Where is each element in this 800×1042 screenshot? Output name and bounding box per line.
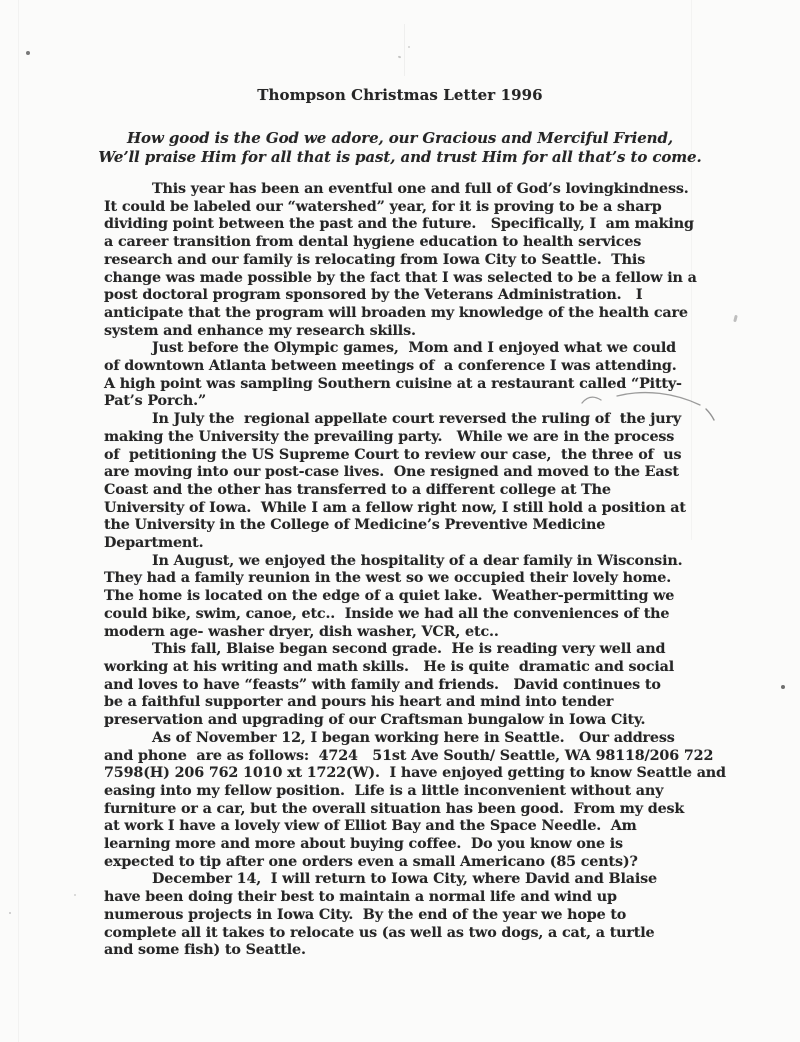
letter-line: Coast and the other has transferred to a different college at The	[104, 481, 611, 498]
scan-speck	[26, 51, 30, 55]
epigraph	[0, 129, 800, 166]
scan-speck	[781, 685, 785, 689]
scan-speck	[9, 912, 11, 914]
letter-line: complete all it takes to relocate us (as well as two dogs, a cat, a turtle	[104, 924, 655, 941]
letter-line: learning more and more about buying coffee. Do you know one is	[104, 836, 623, 853]
scan-speck	[398, 56, 402, 59]
letter-line: have been doing their best to maintain a normal life and wind up	[104, 889, 617, 906]
letter-line: be a faithful supporter and pours his heart and mind into tender	[104, 694, 614, 711]
letter-line: a career transition from dental hygiene education to health services	[104, 234, 642, 251]
letter-line: system and enhance my research skills.	[104, 322, 416, 339]
letter-line: dividing point between the past and the future. Specifically, I am making	[104, 216, 694, 233]
epigraph-line: How good is the God we adore, our Gracious and Merciful Friend,	[126, 129, 673, 147]
letter-line: could bike, swim, canoe, etc.. Inside we had all the conveniences of the	[104, 605, 670, 622]
letter-line: numerous projects in Iowa City. By the end of the year we hope to	[104, 906, 627, 923]
scan-speck	[408, 46, 410, 48]
letter-body	[104, 181, 764, 960]
letter-line: change was made possible by the fact that I was selected to be a fellow in a	[104, 269, 697, 286]
letter-line: research and our family is relocating from Iowa City to Seattle. This	[104, 251, 646, 268]
letter-line: It could be labeled our “watershed” year, for it is proving to be a sharp	[104, 198, 662, 215]
letter-line: Department.	[104, 535, 204, 552]
epigraph-line: We’ll praise Him for all that is past, and trust Him for all that’s to come.	[98, 147, 702, 166]
letter-line: This fall, Blaise began second grade. He is reading very well and	[152, 641, 666, 658]
letter-line: of downtown Atlanta between meetings of a conference I was attending.	[104, 358, 677, 375]
letter-line: are moving into our post-case lives. One resigned and moved to the East	[104, 464, 679, 481]
scan-speck	[74, 894, 76, 896]
letter-line: the University in the College of Medicine’s Preventive Medicine	[104, 517, 606, 534]
letter-line: In August, we enjoyed the hospitality of a dear family in Wisconsin.	[152, 552, 683, 569]
letter-line: This year has been an eventful one and full of God’s lovingkindness.	[152, 181, 689, 197]
letter-line: and some fish) to Seattle.	[104, 942, 306, 959]
letter-line: As of November 12, I began working here in Seattle. Our address	[152, 729, 675, 746]
letter-line: and phone are as follows: 4724 51st Ave South/ Seattle, WA 98118/206 722	[104, 747, 714, 764]
letter-line: In July the regional appellate court reversed the ruling of the jury	[152, 411, 682, 428]
letter-line: expected to tip after one orders even a small Americano (85 cents)?	[104, 853, 638, 870]
letter-line: post doctoral program sponsored by the Veterans Administration. I	[104, 287, 643, 304]
letter-line: easing into my fellow position. Life is a little inconvenient without any	[104, 782, 664, 799]
letter-line: of petitioning the US Supreme Court to review our case, the three of us	[104, 446, 682, 463]
letter-line: University of Iowa. While I am a fellow right now, I still hold a position at	[104, 499, 686, 516]
letter-line: Just before the Olympic games, Mom and I enjoyed what we could	[152, 340, 677, 357]
scan-streak	[404, 24, 405, 76]
letter-line: modern age- washer dryer, dish washer, VCR, etc..	[104, 623, 499, 640]
letter-line: anticipate that the program will broaden my knowledge of the health care	[104, 304, 688, 321]
letter-line: furniture or a car, but the overall situation has been good. From my desk	[104, 800, 685, 817]
letter-line: preservation and upgrading of our Craftsman bungalow in Iowa City.	[104, 712, 646, 729]
letter-line: 7598(H) 206 762 1010 xt 1722(W). I have enjoyed getting to know Seattle and	[104, 765, 726, 782]
letter-line: The home is located on the edge of a quiet lake. Weather-permitting we	[104, 588, 675, 605]
letter-line: at work I have a lovely view of Elliot Bay and the Space Needle. Am	[104, 818, 637, 835]
letter-line: December 14, I will return to Iowa City, where David and Blaise	[152, 871, 657, 888]
letter-line: working at his writing and math skills. He is quite dramatic and social	[104, 658, 675, 675]
letter-line: Pat’s Porch.”	[104, 393, 207, 410]
letter-line: They had a family reunion in the west so we occupied their lovely home.	[104, 570, 672, 587]
letter-title: Thompson Christmas Letter 1996	[257, 86, 543, 104]
letter-line: A high point was sampling Southern cuisine at a restaurant called “Pitty-	[104, 375, 682, 392]
letter-line: making the University the prevailing party. While we are in the process	[104, 428, 675, 445]
letter-line: and loves to have “feasts” with family and friends. David continues to	[104, 676, 661, 693]
